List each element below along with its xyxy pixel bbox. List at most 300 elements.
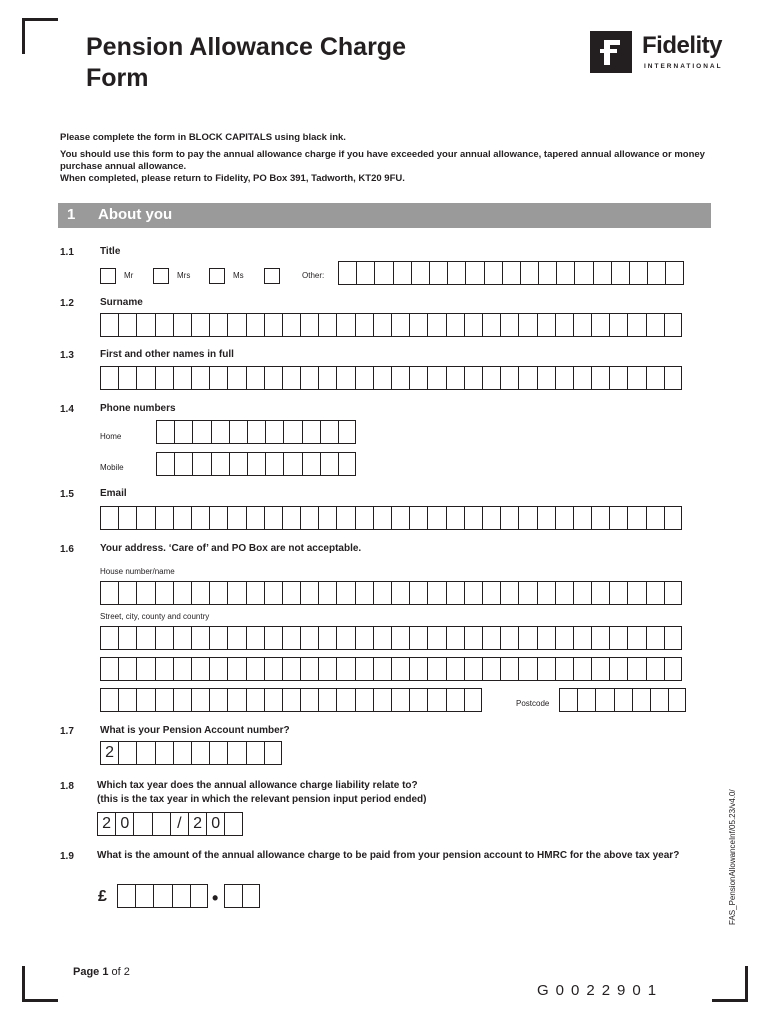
character-box[interactable] [500, 366, 518, 390]
character-box[interactable] [336, 657, 354, 681]
character-box[interactable] [355, 506, 373, 530]
character-box[interactable] [646, 313, 664, 337]
character-box[interactable] [591, 366, 609, 390]
character-box[interactable] [282, 366, 300, 390]
character-box[interactable] [664, 626, 682, 650]
character-box[interactable] [155, 366, 173, 390]
character-box[interactable] [155, 688, 173, 712]
character-box[interactable] [100, 313, 118, 337]
character-box[interactable] [646, 366, 664, 390]
character-box[interactable] [136, 741, 154, 765]
character-box[interactable] [173, 657, 191, 681]
title-other-field[interactable] [338, 261, 684, 285]
character-box[interactable] [191, 626, 209, 650]
character-box[interactable]: 2 [100, 741, 118, 765]
amount-pence-field[interactable] [224, 884, 260, 908]
character-box[interactable] [446, 657, 464, 681]
character-box[interactable] [229, 420, 247, 444]
character-box[interactable] [173, 626, 191, 650]
character-box[interactable] [211, 420, 229, 444]
character-box[interactable] [627, 506, 645, 530]
character-box[interactable] [664, 366, 682, 390]
character-box[interactable] [100, 657, 118, 681]
character-box[interactable] [537, 657, 555, 681]
character-box[interactable] [246, 313, 264, 337]
character-box[interactable] [537, 506, 555, 530]
email-field[interactable] [100, 506, 682, 530]
character-box[interactable] [338, 261, 356, 285]
character-box[interactable] [336, 581, 354, 605]
character-box[interactable] [136, 581, 154, 605]
character-box[interactable] [391, 581, 409, 605]
character-box[interactable] [591, 313, 609, 337]
character-box[interactable] [155, 741, 173, 765]
character-box[interactable] [282, 626, 300, 650]
character-box[interactable] [246, 657, 264, 681]
character-box[interactable] [355, 688, 373, 712]
character-box[interactable] [646, 506, 664, 530]
character-box[interactable] [556, 261, 574, 285]
character-box[interactable] [555, 506, 573, 530]
character-box[interactable] [632, 688, 650, 712]
character-box[interactable] [246, 626, 264, 650]
character-box[interactable] [173, 506, 191, 530]
character-box[interactable] [246, 741, 264, 765]
character-box[interactable] [191, 741, 209, 765]
character-box[interactable] [135, 884, 153, 908]
character-box[interactable] [336, 626, 354, 650]
character-box[interactable] [227, 657, 245, 681]
character-box[interactable] [609, 626, 627, 650]
character-box[interactable] [136, 366, 154, 390]
character-box[interactable] [355, 626, 373, 650]
character-box[interactable] [577, 688, 595, 712]
character-box[interactable] [627, 626, 645, 650]
tax-year-field[interactable] [97, 812, 243, 836]
character-box[interactable] [173, 581, 191, 605]
character-box[interactable] [246, 581, 264, 605]
character-box[interactable] [555, 366, 573, 390]
character-box[interactable] [391, 313, 409, 337]
character-box[interactable] [156, 452, 174, 476]
character-box[interactable] [247, 420, 265, 444]
character-box[interactable] [650, 688, 668, 712]
character-box[interactable] [465, 261, 483, 285]
character-box[interactable] [300, 688, 318, 712]
character-box[interactable] [118, 313, 136, 337]
character-box[interactable] [446, 688, 464, 712]
character-box[interactable]: 2 [188, 812, 206, 836]
title-mrs-checkbox[interactable] [153, 268, 169, 284]
character-box[interactable] [173, 741, 191, 765]
character-box[interactable] [153, 884, 171, 908]
character-box[interactable] [209, 626, 227, 650]
character-box[interactable] [118, 741, 136, 765]
character-box[interactable] [209, 506, 227, 530]
character-box[interactable] [173, 366, 191, 390]
character-box[interactable] [555, 657, 573, 681]
character-box[interactable] [246, 366, 264, 390]
character-box[interactable] [429, 261, 447, 285]
character-box[interactable] [614, 688, 632, 712]
character-box[interactable] [627, 366, 645, 390]
character-box[interactable] [537, 313, 555, 337]
character-box[interactable] [118, 581, 136, 605]
character-box[interactable] [664, 657, 682, 681]
character-box[interactable] [591, 506, 609, 530]
character-box[interactable] [264, 741, 282, 765]
character-box[interactable] [538, 261, 556, 285]
character-box[interactable] [500, 313, 518, 337]
character-box[interactable] [373, 366, 391, 390]
character-box[interactable] [338, 420, 356, 444]
character-box[interactable] [118, 366, 136, 390]
home-phone-field[interactable] [156, 420, 356, 444]
character-box[interactable] [591, 657, 609, 681]
character-box[interactable] [409, 313, 427, 337]
character-box[interactable] [629, 261, 647, 285]
character-box[interactable] [373, 657, 391, 681]
character-box[interactable] [555, 581, 573, 605]
character-box[interactable] [264, 657, 282, 681]
character-box[interactable] [373, 626, 391, 650]
character-box[interactable] [320, 452, 338, 476]
character-box[interactable] [192, 452, 210, 476]
character-box[interactable] [318, 626, 336, 650]
character-box[interactable] [573, 506, 591, 530]
character-box[interactable] [336, 688, 354, 712]
character-box[interactable] [518, 506, 536, 530]
character-box[interactable] [300, 313, 318, 337]
character-box[interactable] [100, 581, 118, 605]
character-box[interactable] [391, 657, 409, 681]
character-box[interactable] [500, 581, 518, 605]
character-box[interactable] [227, 688, 245, 712]
character-box[interactable] [283, 452, 301, 476]
character-box[interactable] [264, 688, 282, 712]
character-box[interactable] [282, 688, 300, 712]
character-box[interactable] [191, 688, 209, 712]
character-box[interactable] [518, 366, 536, 390]
character-box[interactable] [302, 452, 320, 476]
character-box[interactable] [391, 366, 409, 390]
character-box[interactable] [484, 261, 502, 285]
character-box[interactable] [191, 313, 209, 337]
character-box[interactable]: 2 [97, 812, 115, 836]
character-box[interactable] [409, 626, 427, 650]
character-box[interactable] [356, 261, 374, 285]
character-box[interactable] [464, 506, 482, 530]
character-box[interactable] [447, 261, 465, 285]
character-box[interactable] [646, 626, 664, 650]
character-box[interactable] [646, 657, 664, 681]
character-box[interactable] [155, 506, 173, 530]
character-box[interactable] [409, 657, 427, 681]
character-box[interactable] [211, 452, 229, 476]
character-box[interactable] [133, 812, 151, 836]
character-box[interactable] [264, 581, 282, 605]
street-field-line-3[interactable] [100, 688, 482, 712]
character-box[interactable] [537, 581, 555, 605]
character-box[interactable] [427, 657, 445, 681]
character-box[interactable] [427, 506, 445, 530]
character-box[interactable] [265, 420, 283, 444]
character-box[interactable] [336, 313, 354, 337]
character-box[interactable] [209, 313, 227, 337]
character-box[interactable]: 0 [206, 812, 224, 836]
character-box[interactable] [155, 581, 173, 605]
character-box[interactable] [136, 313, 154, 337]
character-box[interactable] [300, 657, 318, 681]
character-box[interactable] [191, 366, 209, 390]
character-box[interactable] [192, 420, 210, 444]
character-box[interactable] [300, 581, 318, 605]
character-box[interactable] [665, 261, 683, 285]
mobile-phone-field[interactable] [156, 452, 356, 476]
postcode-field[interactable] [559, 688, 686, 712]
character-box[interactable] [227, 506, 245, 530]
character-box[interactable] [336, 366, 354, 390]
character-box[interactable] [555, 626, 573, 650]
character-box[interactable] [482, 366, 500, 390]
character-box[interactable] [229, 452, 247, 476]
character-box[interactable] [609, 657, 627, 681]
character-box[interactable] [174, 452, 192, 476]
character-box[interactable] [391, 626, 409, 650]
character-box[interactable] [409, 366, 427, 390]
character-box[interactable] [537, 626, 555, 650]
character-box[interactable] [355, 366, 373, 390]
character-box[interactable] [609, 313, 627, 337]
surname-field[interactable] [100, 313, 682, 337]
character-box[interactable] [482, 581, 500, 605]
character-box[interactable] [320, 420, 338, 444]
character-box[interactable] [227, 581, 245, 605]
character-box[interactable] [668, 688, 686, 712]
character-box[interactable] [155, 657, 173, 681]
character-box[interactable] [500, 506, 518, 530]
character-box[interactable] [174, 420, 192, 444]
street-field-line-1[interactable] [100, 626, 682, 650]
character-box[interactable] [118, 688, 136, 712]
character-box[interactable] [482, 313, 500, 337]
character-box[interactable] [118, 506, 136, 530]
character-box[interactable] [209, 741, 227, 765]
character-box[interactable] [559, 688, 577, 712]
character-box[interactable]: / [170, 812, 188, 836]
character-box[interactable] [173, 688, 191, 712]
character-box[interactable] [136, 626, 154, 650]
character-box[interactable] [446, 581, 464, 605]
character-box[interactable] [373, 506, 391, 530]
character-box[interactable] [355, 581, 373, 605]
character-box[interactable] [242, 884, 260, 908]
character-box[interactable] [318, 657, 336, 681]
title-ms-checkbox[interactable] [209, 268, 225, 284]
character-box[interactable] [520, 261, 538, 285]
character-box[interactable] [611, 261, 629, 285]
character-box[interactable] [265, 452, 283, 476]
character-box[interactable] [446, 366, 464, 390]
character-box[interactable] [282, 313, 300, 337]
character-box[interactable] [300, 366, 318, 390]
character-box[interactable] [227, 366, 245, 390]
character-box[interactable] [595, 688, 613, 712]
character-box[interactable] [464, 626, 482, 650]
character-box[interactable] [647, 261, 665, 285]
character-box[interactable] [172, 884, 190, 908]
character-box[interactable] [609, 506, 627, 530]
character-box[interactable] [464, 688, 482, 712]
character-box[interactable] [282, 657, 300, 681]
pension-account-field[interactable] [100, 741, 282, 765]
character-box[interactable] [409, 506, 427, 530]
title-other-checkbox[interactable] [264, 268, 280, 284]
character-box[interactable] [264, 506, 282, 530]
character-box[interactable] [173, 313, 191, 337]
character-box[interactable] [100, 506, 118, 530]
character-box[interactable] [573, 313, 591, 337]
character-box[interactable] [191, 506, 209, 530]
character-box[interactable] [283, 420, 301, 444]
character-box[interactable] [246, 506, 264, 530]
character-box[interactable] [152, 812, 170, 836]
character-box[interactable] [100, 626, 118, 650]
character-box[interactable] [393, 261, 411, 285]
character-box[interactable] [155, 313, 173, 337]
character-box[interactable] [664, 506, 682, 530]
character-box[interactable] [627, 313, 645, 337]
character-box[interactable] [209, 366, 227, 390]
street-field-line-2[interactable] [100, 657, 682, 681]
character-box[interactable] [191, 581, 209, 605]
character-box[interactable] [427, 626, 445, 650]
character-box[interactable] [500, 626, 518, 650]
character-box[interactable] [374, 261, 392, 285]
character-box[interactable] [136, 506, 154, 530]
character-box[interactable] [282, 506, 300, 530]
character-box[interactable] [591, 581, 609, 605]
character-box[interactable] [300, 626, 318, 650]
character-box[interactable] [209, 657, 227, 681]
character-box[interactable] [246, 688, 264, 712]
character-box[interactable] [318, 313, 336, 337]
character-box[interactable] [373, 688, 391, 712]
character-box[interactable] [482, 626, 500, 650]
character-box[interactable] [464, 657, 482, 681]
character-box[interactable] [264, 366, 282, 390]
character-box[interactable] [446, 626, 464, 650]
character-box[interactable] [518, 626, 536, 650]
character-box[interactable] [502, 261, 520, 285]
first-names-field[interactable] [100, 366, 682, 390]
character-box[interactable] [264, 626, 282, 650]
character-box[interactable] [117, 884, 135, 908]
character-box[interactable] [446, 506, 464, 530]
character-box[interactable] [118, 626, 136, 650]
character-box[interactable] [300, 506, 318, 530]
character-box[interactable] [409, 581, 427, 605]
character-box[interactable] [573, 626, 591, 650]
character-box[interactable] [446, 313, 464, 337]
character-box[interactable] [355, 657, 373, 681]
character-box[interactable] [391, 506, 409, 530]
character-box[interactable]: 0 [115, 812, 133, 836]
character-box[interactable] [573, 581, 591, 605]
amount-pounds-field[interactable] [117, 884, 208, 908]
character-box[interactable] [318, 688, 336, 712]
character-box[interactable] [318, 506, 336, 530]
character-box[interactable] [464, 581, 482, 605]
character-box[interactable] [664, 581, 682, 605]
character-box[interactable] [191, 657, 209, 681]
house-number-field[interactable] [100, 581, 682, 605]
character-box[interactable] [118, 657, 136, 681]
character-box[interactable] [190, 884, 208, 908]
title-mr-checkbox[interactable] [100, 268, 116, 284]
character-box[interactable] [391, 688, 409, 712]
character-box[interactable] [464, 366, 482, 390]
character-box[interactable] [427, 313, 445, 337]
character-box[interactable] [355, 313, 373, 337]
character-box[interactable] [156, 420, 174, 444]
character-box[interactable] [224, 884, 242, 908]
character-box[interactable] [224, 812, 242, 836]
character-box[interactable] [409, 688, 427, 712]
character-box[interactable] [318, 366, 336, 390]
character-box[interactable] [338, 452, 356, 476]
character-box[interactable] [427, 688, 445, 712]
character-box[interactable] [664, 313, 682, 337]
character-box[interactable] [318, 581, 336, 605]
character-box[interactable] [227, 626, 245, 650]
character-box[interactable] [573, 366, 591, 390]
character-box[interactable] [593, 261, 611, 285]
character-box[interactable] [518, 657, 536, 681]
character-box[interactable] [209, 688, 227, 712]
character-box[interactable] [500, 657, 518, 681]
character-box[interactable] [518, 313, 536, 337]
character-box[interactable] [627, 581, 645, 605]
character-box[interactable] [411, 261, 429, 285]
character-box[interactable] [646, 581, 664, 605]
character-box[interactable] [482, 506, 500, 530]
character-box[interactable] [427, 581, 445, 605]
character-box[interactable] [464, 313, 482, 337]
character-box[interactable] [482, 657, 500, 681]
character-box[interactable] [574, 261, 592, 285]
character-box[interactable] [373, 313, 391, 337]
character-box[interactable] [136, 688, 154, 712]
character-box[interactable] [209, 581, 227, 605]
character-box[interactable] [518, 581, 536, 605]
character-box[interactable] [227, 741, 245, 765]
character-box[interactable] [591, 626, 609, 650]
character-box[interactable] [609, 366, 627, 390]
character-box[interactable] [247, 452, 265, 476]
character-box[interactable] [427, 366, 445, 390]
character-box[interactable] [264, 313, 282, 337]
character-box[interactable] [155, 626, 173, 650]
character-box[interactable] [227, 313, 245, 337]
character-box[interactable] [609, 581, 627, 605]
character-box[interactable] [100, 688, 118, 712]
character-box[interactable] [136, 657, 154, 681]
character-box[interactable] [537, 366, 555, 390]
character-box[interactable] [336, 506, 354, 530]
character-box[interactable] [282, 581, 300, 605]
character-box[interactable] [573, 657, 591, 681]
